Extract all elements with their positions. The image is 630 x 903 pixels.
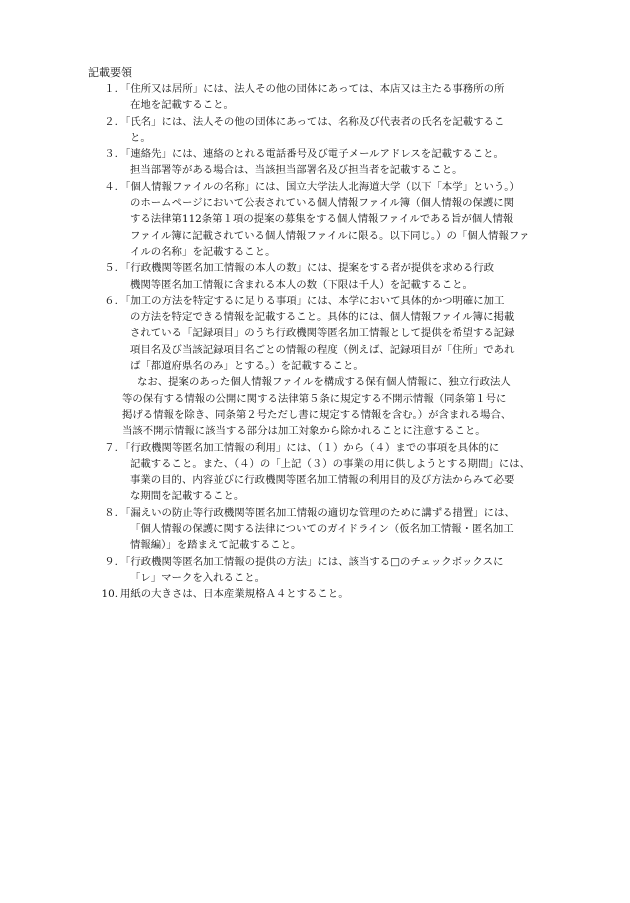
list-item [88, 440, 542, 505]
item-text-line: する法律第112条第１項の提案の募集をする個人情報ファイルである旨が個人情報 [130, 213, 514, 226]
item-number: ８. [104, 506, 118, 519]
item-text-line: 「行政機関等匿名加工情報の提供の方法」には、該当する□のチェックボックスに [120, 555, 504, 568]
item-text-line: 記載すること。また、（４）の「上記（３）の事業の用に供しようとする期間」には、 [130, 457, 531, 470]
list-item [88, 81, 542, 114]
item-text-line: 用紙の大きさは、日本産業規格Ａ４とすること。 [120, 588, 349, 601]
list-item [88, 293, 542, 440]
note-text-line: なお、提案のあった個人情報ファイルを構成する保有個人情報に、独立行政法人 [137, 376, 511, 389]
note-text-line: 等の保有する情報の公開に関する法律第５条に規定する不開示情報（同条第１号に [122, 392, 507, 405]
item-number: ６. [104, 294, 118, 307]
item-text-line: イルの名称」を記載すること。 [130, 245, 276, 258]
item-text-line: されている「記録項目」のうち行政機関等匿名加工情報として提供を希望する記録 [130, 327, 515, 340]
instruction-list [88, 81, 542, 603]
item-text-line: 「加工の方法を特定するに足りる事項」には、本学において具体的かつ明確に加工 [120, 294, 505, 307]
item-text-line: ファイル簿に記載されている個人情報ファイルに限る。以下同じ。）の「個人情報ファ [130, 229, 530, 242]
item-number: ３. [104, 148, 118, 161]
item-number: ２. [104, 115, 118, 128]
item-number: １. [104, 83, 118, 95]
list-item [88, 114, 542, 147]
list-item [88, 586, 542, 602]
item-number: ９. [104, 555, 118, 568]
item-number: ４. [104, 180, 118, 193]
document-title: 記載要領 [88, 66, 132, 79]
list-item [88, 554, 542, 587]
item-text-line: と。 [130, 131, 151, 144]
item-text-line: 担当部署等がある場合は、当該担当部署名及び担当者を記載すること。 [130, 164, 463, 177]
item-text-line: 「個人情報ファイルの名称」には、国立大学法人北海道大学（以下「本学」という。） [120, 180, 520, 193]
item-text-line: 事業の目的、内容並びに行政機関等匿名加工情報の利用目的及び方法からみて必要 [130, 474, 515, 487]
item-text-line: 「住所又は居所」には、法人その他の団体にあっては、本店又は主たる事務所の所 [120, 83, 505, 95]
item-text-line: の方法を特定できる情報を記載すること。具体的には、個人情報ファイル簿に掲載 [130, 311, 515, 324]
list-item [88, 179, 542, 260]
item-text-line: 項目名及び当該記録項目名ごとの情報の程度（例えば、記録項目が「住所」であれ [130, 343, 515, 356]
item-text-line: 在地を記載すること。 [130, 99, 234, 112]
list-item [88, 146, 542, 179]
item-text-line: 「漏えいの防止等行政機関等匿名加工情報の適切な管理のために講ずる措置」には、 [120, 506, 515, 519]
list-item [88, 505, 542, 554]
item-number: ５. [104, 262, 118, 275]
note-text-line: 当該不開示情報に該当する部分は加工対象から除かれることに注意すること。 [122, 425, 486, 438]
item-text-line: 「氏名」には、法人その他の団体にあっては、名称及び代表者の氏名を記載するこ [120, 115, 505, 128]
item-text-line: ば「都道府県名のみ」とする。）を記載すること。 [130, 360, 364, 373]
item-text-line: 「個人情報の保護に関する法律についてのガイドライン（仮名加工情報・匿名加工 [130, 523, 514, 536]
item-text-line: 機関等匿名加工情報に含まれる本人の数（下限は千人）を記載すること。 [130, 278, 473, 291]
item-text-line: 情報編）」を踏まえて記載すること。 [130, 539, 302, 552]
item-text-line: のホームページにおいて公表されている個人情報ファイル簿（個人情報の保護に関 [130, 197, 515, 210]
list-item [88, 260, 542, 293]
item-text-line: な期間を記載すること。 [130, 490, 245, 503]
note-text-line: 掲げる情報を除き、同条第２号ただし書に規定する情報を含む。）が含まれる場合、 [122, 408, 512, 421]
item-text-line: 「行政機関等匿名加工情報の利用」には、（１）から（４）までの事項を具体的に [120, 441, 500, 454]
item-text-line: 「連絡先」には、連絡のとれる電話番号及び電子メールアドレスを記載すること。 [120, 148, 504, 161]
item-text-line: 「行政機関等匿名加工情報の本人の数」には、提案をする者が提供を求める行政 [120, 262, 495, 275]
item-number: ７. [104, 441, 118, 454]
item-text-line: 「レ」マークを入れること。 [130, 571, 266, 584]
item-number: 10. [101, 588, 118, 601]
